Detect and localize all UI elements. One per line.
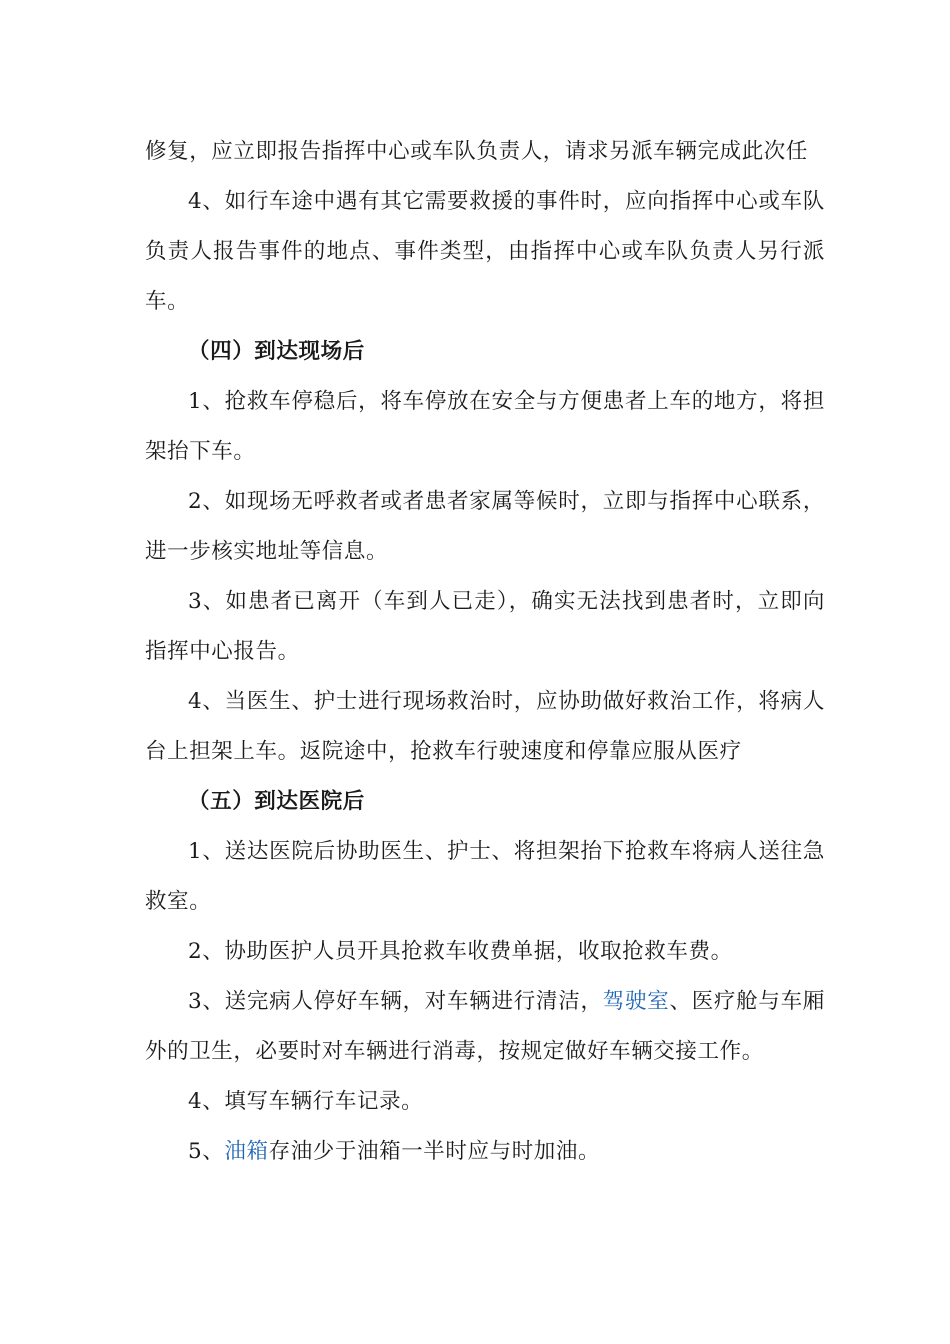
paragraph-hospital-item-5 <box>145 1127 825 1177</box>
hospital-item-3-text-before: 3、送完病人停好车辆，对车辆进行清洁， <box>188 989 603 1014</box>
cab-link[interactable]: 驾驶室 <box>602 989 670 1014</box>
paragraph-continuation: 修复，应立即报告指挥中心或车队负责人，请求另派车辆完成此次任 <box>145 139 809 164</box>
section-heading-arrive-hospital: （五）到达医院后 <box>188 789 365 814</box>
hospital-item-3-text-after: 、医疗舱与车厢外的卫生，必要时对车辆进行消毒，按规定做好车辆交接工作。 <box>145 989 825 1064</box>
paragraph-scene-item-1: 1、抢救车停稳后，将车停放在安全与方便患者上车的地方，将担架抬下车。 <box>145 389 825 464</box>
paragraph-hospital-item-1: 1、送达医院后协助医生、护士、将担架抬下抢救车将病人送往急救室。 <box>145 839 825 914</box>
paragraph-hospital-item-3 <box>145 977 825 1077</box>
paragraph-scene-item-3: 3、如患者已离开（车到人已走），确实无法找到患者时，立即向指挥中心报告。 <box>145 589 825 664</box>
fuel-tank-link[interactable]: 油箱 <box>224 1139 269 1164</box>
paragraph-hospital-item-2: 2、协助医护人员开具抢救车收费单据，收取抢救车费。 <box>188 939 733 964</box>
hospital-item-5-text-before: 5、 <box>188 1139 225 1164</box>
hospital-item-5-text-after: 存油少于油箱一半时应与时加油。 <box>268 1139 601 1164</box>
section-heading-arrive-scene: （四）到达现场后 <box>188 339 365 364</box>
paragraph-scene-item-4: 4、当医生、护士进行现场救治时，应协助做好救治工作，将病人台上担架上车。返院途中，抢救车行驶速度和停靠应服从医疗 <box>145 689 825 764</box>
paragraph-scene-item-2: 2、如现场无呼救者或者患者家属等候时，立即与指挥中心联系，进一步核实地址等信息。 <box>145 489 825 564</box>
document-body <box>145 127 825 1177</box>
paragraph-hospital-item-4: 4、填写车辆行车记录。 <box>188 1089 424 1114</box>
paragraph-travel-item-4: 4、如行车途中遇有其它需要救援的事件时，应向指挥中心或车队负责人报告事件的地点、事件类型，由指挥中心或车队负责人另行派车。 <box>145 189 825 314</box>
